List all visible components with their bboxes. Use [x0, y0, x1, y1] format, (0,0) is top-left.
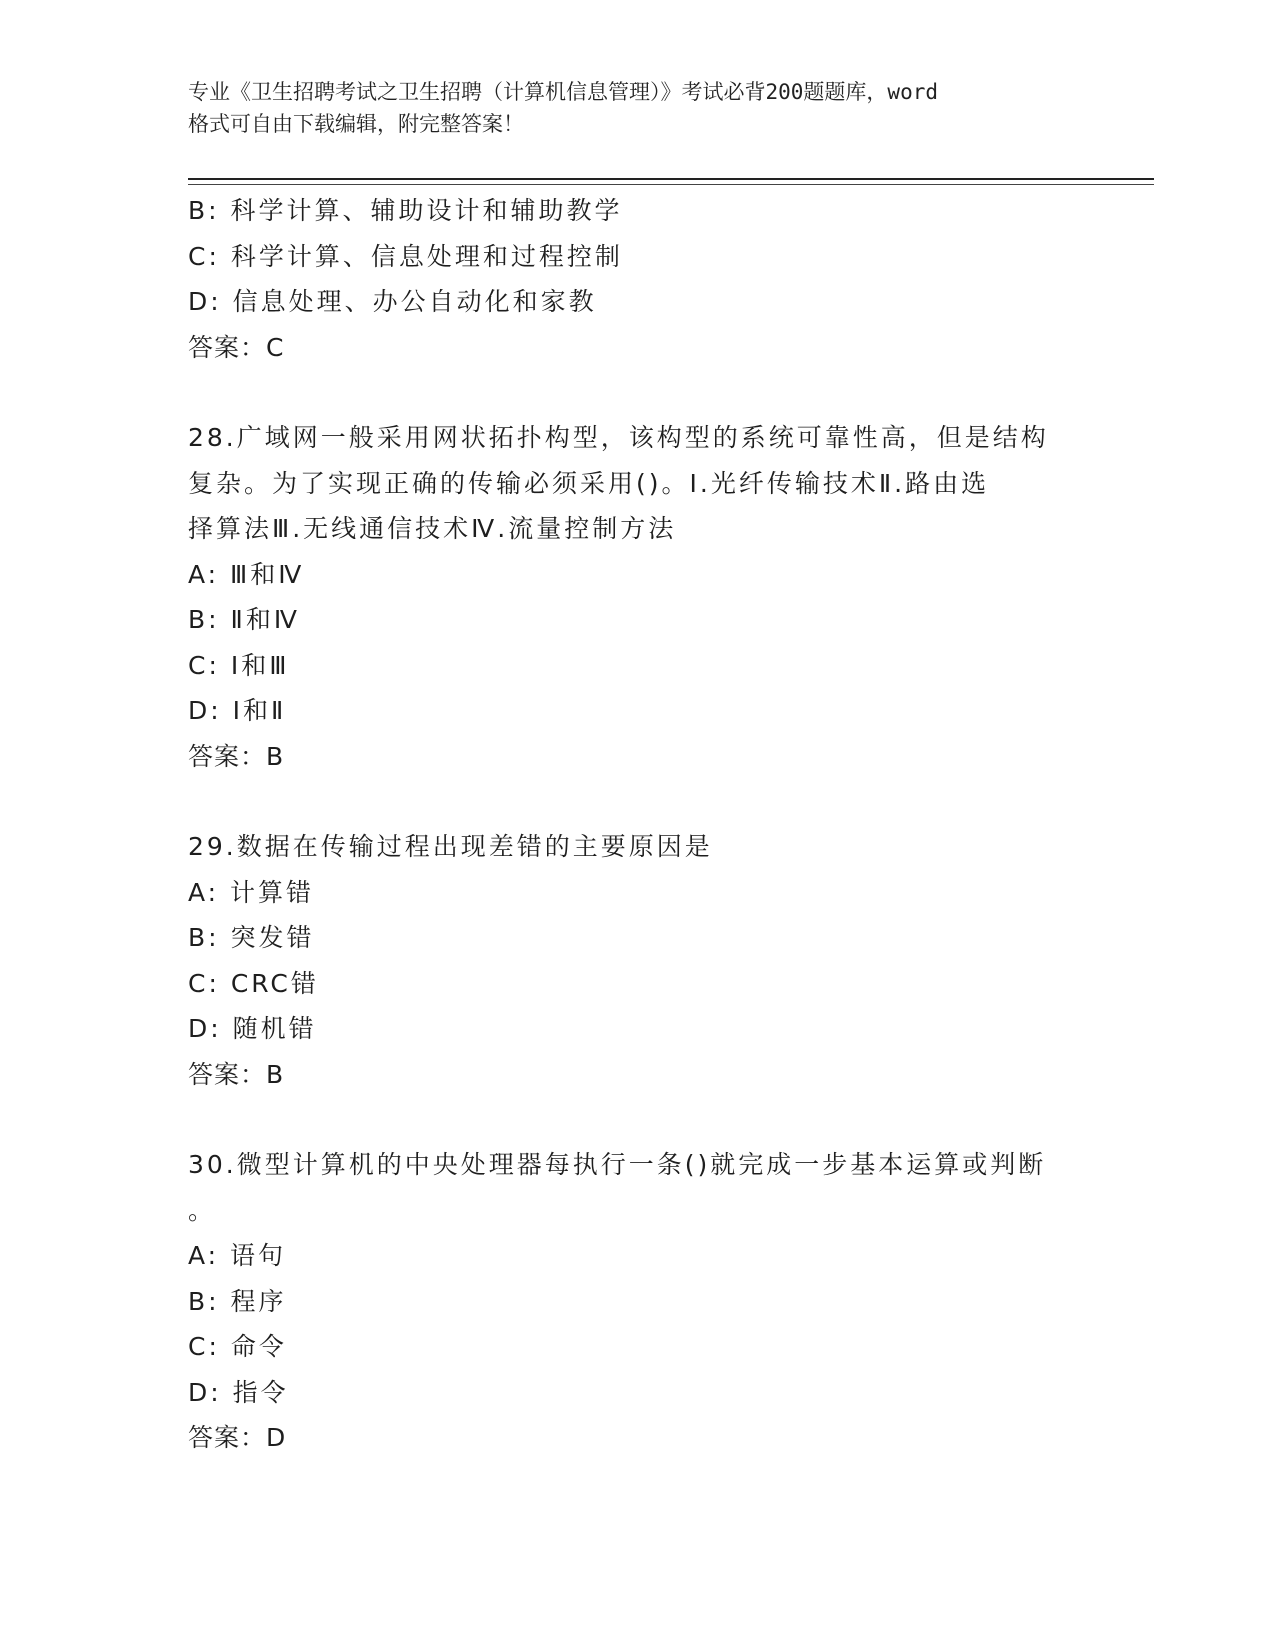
option-d: D: 指令: [188, 1377, 289, 1407]
question-text-line: 复杂。为了实现正确的传输必须采用()。Ⅰ.光纤传输技术Ⅱ.路由选: [188, 468, 990, 498]
question-text-line: 29.数据在传输过程出现差错的主要原因是: [188, 832, 713, 861]
option-b: B: 程序: [188, 1286, 287, 1316]
option-a: A: Ⅲ和Ⅳ: [188, 559, 305, 589]
question-text-line: 择算法Ⅲ.无线通信技术Ⅳ.流量控制方法: [188, 514, 677, 543]
answer: 答案：D: [188, 1423, 287, 1452]
option-d: D: 信息处理、办公自动化和家教: [188, 287, 597, 316]
option-a: A: 语句: [188, 1241, 287, 1270]
option-c: C: CRC错: [188, 968, 319, 998]
question-content: [188, 188, 1088, 1461]
question-text-line: 。: [188, 1195, 217, 1225]
option-c: C: 命令: [188, 1332, 287, 1361]
question-29: [188, 824, 1088, 1097]
answer: 答案：B: [188, 1059, 285, 1089]
question-text-line: 28.广域网一般采用网状拓扑构型，该构型的系统可靠性高，但是结构: [188, 423, 1049, 452]
question-30: [188, 1142, 1088, 1461]
option-b: B: Ⅱ和Ⅳ: [188, 605, 300, 634]
header-line-1: 专业《卫生招聘考试之卫生招聘（计算机信息管理）》考试必背200题题库，word: [188, 80, 938, 104]
question-text-line: 30.微型计算机的中央处理器每执行一条()就完成一步基本运算或判断: [188, 1150, 1047, 1179]
header-rule-thin: [188, 184, 1154, 185]
header-line-2: 格式可自由下载编辑，附完整答案！: [188, 112, 524, 136]
question-27: [188, 188, 1088, 370]
option-c: C: Ⅰ和Ⅲ: [188, 650, 290, 680]
option-b: B: 科学计算、辅助设计和辅助教学: [188, 196, 623, 225]
option-a: A: 计算错: [188, 877, 315, 907]
option-d: D: 随机错: [188, 1014, 317, 1043]
document-header: [188, 76, 1088, 140]
question-28: [188, 415, 1088, 779]
option-c: C: 科学计算、信息处理和过程控制: [188, 241, 623, 271]
answer: 答案：C: [188, 332, 285, 362]
header-rule-thick: [188, 178, 1154, 180]
answer: 答案：B: [188, 741, 285, 771]
option-b: B: 突发错: [188, 923, 315, 952]
option-d: D: Ⅰ和Ⅱ: [188, 696, 287, 725]
